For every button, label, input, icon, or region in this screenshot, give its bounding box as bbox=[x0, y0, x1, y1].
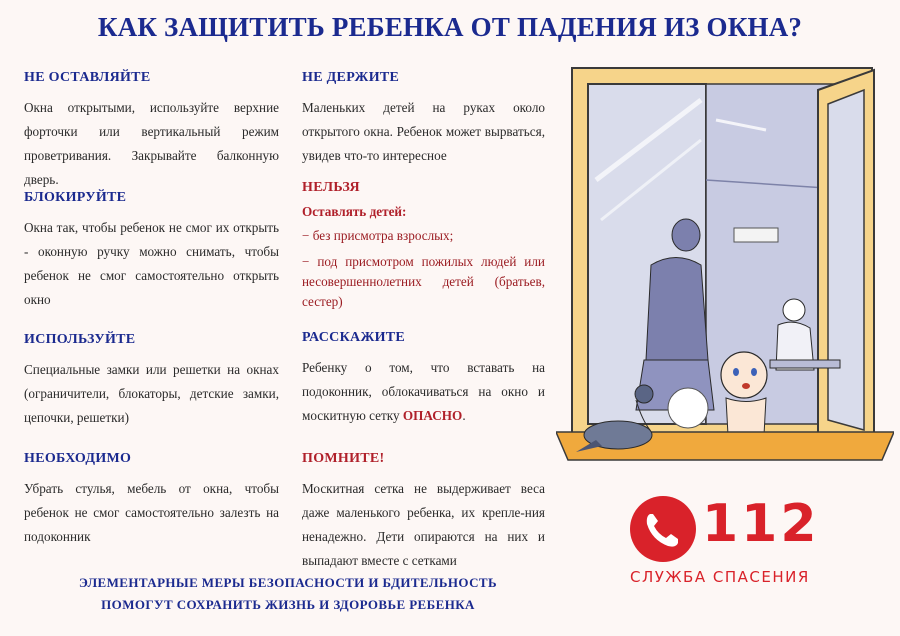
section-heading: НЕОБХОДИМО bbox=[24, 451, 132, 466]
phone-icon bbox=[628, 494, 698, 564]
section-text-main: Ребенку о том, что вставать на подоконник, облокачиваться на окно и москитную сетку bbox=[302, 360, 545, 423]
section-heading: РАССКАЖИТЕ bbox=[302, 330, 406, 345]
section-ispolzuyte bbox=[24, 332, 279, 430]
child-figure bbox=[721, 352, 767, 398]
section-text bbox=[302, 356, 545, 428]
list-item: − без присмотра взрослых; bbox=[302, 228, 454, 243]
section-nelzya bbox=[302, 180, 545, 312]
emergency-service-logo bbox=[628, 488, 828, 598]
section-heading: ИСПОЛЬЗУЙТЕ bbox=[24, 332, 136, 347]
section-ne-derzhite bbox=[302, 70, 545, 168]
section-heading: НЕЛЬЗЯ bbox=[302, 180, 360, 195]
danger-emphasis: ОПАСНО bbox=[402, 408, 463, 423]
section-text: Специальные замки или решетки на окнах (ограничители, блокаторы, детские замки, цепочки, решетки) bbox=[24, 362, 279, 425]
section-subheading: Оставлять детей: bbox=[302, 204, 407, 219]
section-rasskazhite bbox=[302, 330, 545, 428]
section-text: Окна открытыми, используйте верхние форточки или вертикальный режим проветривания. Закрывайте балконную дверь. bbox=[24, 100, 279, 187]
section-text: Окна так, чтобы ребенок не смог их открыть - оконную ручку можно снимать, чтобы ребенок не смог самостоятельно открыть окно bbox=[24, 220, 279, 307]
section-ne-ostavlyayte bbox=[24, 70, 279, 192]
section-heading: ПОМНИТЕ! bbox=[302, 451, 385, 466]
section-text-end: . bbox=[462, 408, 466, 423]
footer-line-1: ЭЛЕМЕНТАРНЫЕ МЕРЫ БЕЗОПАСНОСТИ И БДИТЕЛЬНОСТЬ bbox=[79, 575, 497, 590]
section-heading: НЕ ОСТАВЛЯЙТЕ bbox=[24, 70, 151, 85]
window-illustration bbox=[556, 60, 894, 472]
section-text: Маленьких детей на руках около открытого окна. Ребенок может вырваться, увидев что-то интересное bbox=[302, 100, 545, 163]
page-title: КАК ЗАЩИТИТЬ РЕБЕНКА ОТ ПАДЕНИЯ ИЗ ОКНА? bbox=[97, 12, 803, 42]
section-neobhodimo bbox=[24, 451, 279, 549]
section-heading: НЕ ДЕРЖИТЕ bbox=[302, 70, 400, 85]
list-item: − под присмотром пожилых людей или несовершеннолетних детей (братьев, сестер) bbox=[302, 254, 545, 309]
footer-line-2: ПОМОГУТ СОХРАНИТЬ ЖИЗНЬ И ЗДОРОВЬЕ РЕБЕНКА bbox=[101, 597, 475, 612]
emergency-number: 112 bbox=[702, 494, 820, 554]
section-text: Москитная сетка не выдерживает веса даже маленького ребенка, их крепле-ния ненадежно. Дети опираются на них и выпадают вместе с сетками bbox=[302, 481, 545, 568]
footer-slogan bbox=[18, 572, 558, 616]
emergency-label: СЛУЖБА СПАСЕНИЯ bbox=[630, 568, 810, 586]
air-conditioner bbox=[734, 228, 778, 242]
section-blokiruyte bbox=[24, 190, 279, 312]
section-text: Убрать стулья, мебель от окна, чтобы ребенок не смог самостоятельно залезть на подоконник bbox=[24, 481, 279, 544]
section-heading: БЛОКИРУЙТЕ bbox=[24, 190, 127, 205]
section-pomnite bbox=[302, 451, 545, 573]
